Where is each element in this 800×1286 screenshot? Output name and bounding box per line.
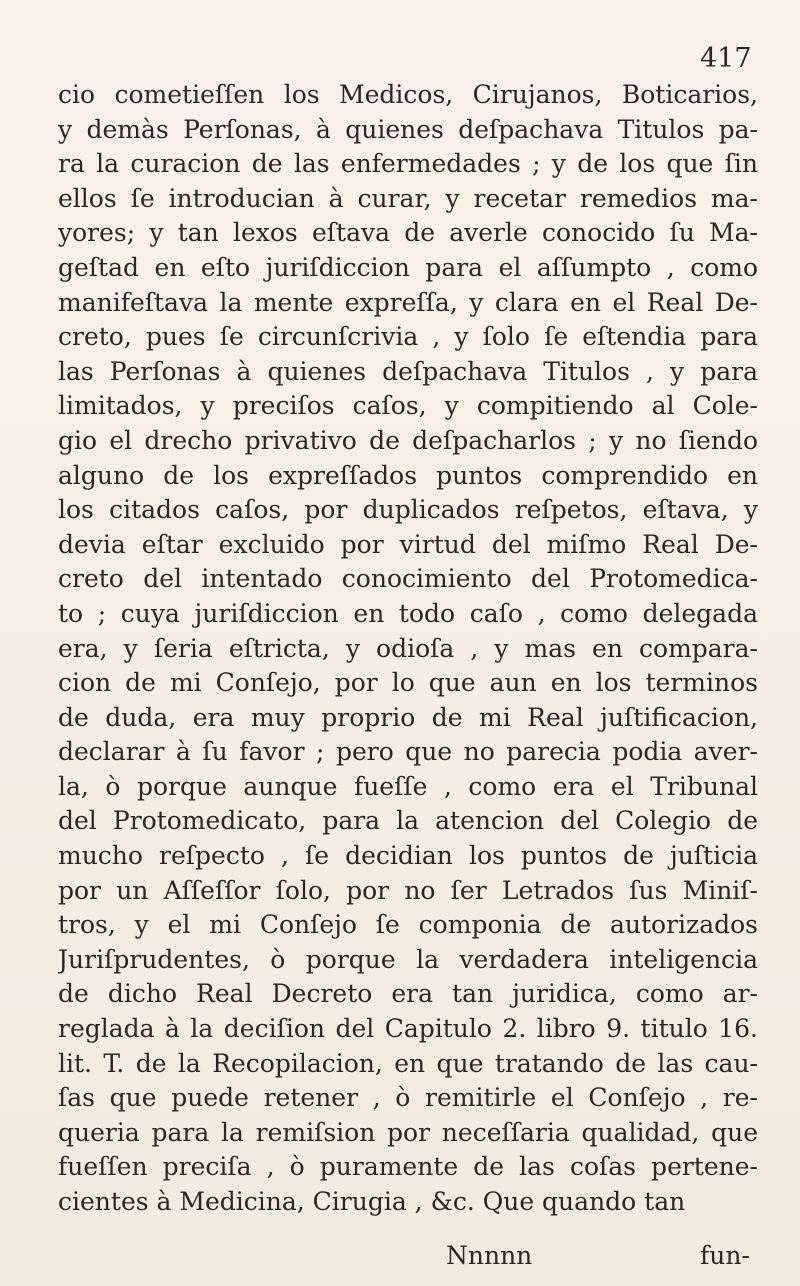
text-line: los citados caſos, por duplicados reſpetos, eſtava, y [58, 495, 758, 525]
text-line: ſas que puede retener , ò remitirle el Conſejo , re- [58, 1083, 758, 1113]
text-line: cio cometieſſen los Medicos, Cirujanos, Boticarios, [58, 80, 758, 109]
text-line: tros, y el mi Conſejo ſe componia de autorizados [58, 910, 758, 940]
text-line: Juriſprudentes, ò porque la verdadera inteligencia [58, 944, 758, 974]
text-line: de dicho Real Decreto era tan juridica, como ar- [58, 979, 758, 1009]
text-line: ra la curacion de las enfermedades ; y de los que ſin [58, 149, 758, 179]
text-line: alguno de los expreſſados puntos comprendido en [58, 460, 758, 490]
text-line: lit. T. de la Recopilacion, en que tratando de las cau- [58, 1048, 758, 1078]
page-number: 417 [700, 43, 752, 74]
text-line: creto del intentado conocimiento del Protomedica- [58, 564, 758, 594]
text-line: limitados, y preciſos caſos, y compitiendo al Cole- [58, 391, 758, 421]
catchword: fun- [700, 1241, 750, 1270]
text-line: geſtad en eſto juriſdiccion para el aſſumpto , como [58, 252, 758, 282]
text-line: creto, pues ſe circunſcrivia , y ſolo ſe eſtendia para [58, 322, 758, 352]
text-line: queria para la remiſsion por neceſſaria qualidad, que [58, 1117, 758, 1147]
text-line: fueſſen preciſa , ò puramente de las coſas pertene- [58, 1152, 758, 1182]
text-line: del Protomedicato, para la atencion del Colegio de [58, 806, 758, 836]
signature-mark: Nnnnn [446, 1241, 533, 1270]
text-line: de duda, era muy proprio de mi Real juſtificacion, [58, 702, 758, 732]
text-line: devia eſtar excluido por virtud del miſmo Real De- [58, 529, 758, 559]
text-line: declarar à ſu favor ; pero que no parecia podia aver- [58, 737, 758, 767]
text-line: era, y ſeria eſtricta, y odioſa , y mas en compara- [58, 633, 758, 663]
text-line: las Perſonas à quienes deſpachava Titulos , y para [58, 356, 758, 386]
text-line: mucho reſpecto , ſe decidian los puntos de juſticia [58, 841, 758, 871]
text-line: yores; y tan lexos eſtava de averle conocido ſu Ma- [58, 218, 758, 248]
text-line: ellos ſe introducian à curar, y recetar remedios ma- [58, 183, 758, 213]
text-line: to ; cuya juriſdiccion en todo caſo , como delegada [58, 598, 758, 628]
text-line: manifeſtava la mente expreſſa, y clara en el Real De- [58, 287, 758, 317]
text-line: por un Aſſeſſor ſolo, por no ſer Letrados ſus Miniſ- [58, 875, 758, 905]
text-line: cientes à Medicina, Cirugia , &c. Que quando tan [58, 1187, 686, 1216]
text-line: cion de mi Conſejo, por lo que aun en los terminos [58, 668, 758, 698]
text-line: gio el drecho privativo de deſpacharlos ; y no ſiendo [58, 425, 758, 455]
body-text [58, 78, 758, 1220]
text-line: y demàs Perſonas, à quienes deſpachava Titulos pa- [58, 114, 758, 144]
catchline [58, 1238, 758, 1274]
text-line: la, ò porque aunque fueſſe , como era el Tribunal [58, 771, 758, 801]
text-line: reglada à la deciſion del Capitulo 2. libro 9. titulo 16. [58, 1014, 758, 1044]
